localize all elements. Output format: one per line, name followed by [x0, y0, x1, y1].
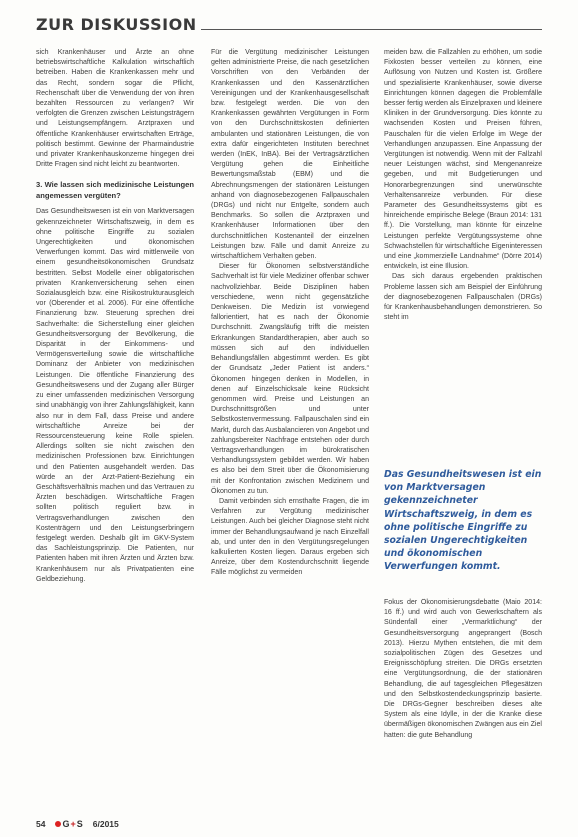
- issue-number: 6/2015: [92, 819, 119, 829]
- paragraph: sich Krankenhäuser und Ärzte an ohne betriebswirtschaftliche Kalkulation wirtschaftlich betreiben. Haben die Krankenkassen mehr und das Recht, sondern sogar die Pflicht, Rechenschaft über die Verwendung der von ihren bezahlten Ressourcen zu verlangen? Wir verfolgten die Grenzen zwischen Leistungsträgern und Leistungsempfängern. Arztpraxen und öffentliche Krankenhäuser erwirtschaften Erträge, politisch bestimmt. Gewinne der Pharmaindustrie und privater Krankenhauskonzerne hingegen drei Dritte Fragen sind nicht leicht zu beantworten.: [36, 49, 194, 169]
- pull-quote: Das Gesundheitswesen ist ein von Marktversagen gekennzeichneter Wirtschaftszweig, in dem es ohne politische Eingriffe zu sozialen Ungerechtigkeiten und ökonomischen Verwerfungen kommt.: [384, 469, 542, 573]
- text-column-2: [211, 48, 369, 579]
- text-column-1: [36, 48, 194, 585]
- section-header: [36, 12, 542, 34]
- page-number: 54: [36, 819, 46, 829]
- paragraph: Das Gesundheitswesen ist ein von Marktversagen gekennzeichneter Wirtschaftszweig, in dem es ohne politische Eingriffe zu sozialen Ungerechtigkeiten und ökonomischen Verwerfungen kommt. Das wird mittlerweile von einem gesundheitsökonomischen Grundsatz bestritten. Selbst Modelle einer obligatorischen privaten Krankenversicherung sehen einen Sozialausgleich bzw. eine Risikostrukturausgleich vor (Oberender et al. 2006). Für eine öffentliche Finanzierung bzw. Steuerung sprechen drei Sachverhalte: die Sicherstellung einer gleichen Gesundheitsversorgung der Bevölkerung, die Disparität in der Einkommens- und Vermögensverteilung sowie die wirtschaftliche Dominanz der Anbieter von medizinischen Leistungen. Die öffentliche Finanzierung des Gesundheitswesens und der Zugang aller Bürger zu einer umfassenden medizinischen Versorgung sind unabhängig von ihrer Zahlungsfähigkeit, kann also nur in dem Fall, dass Preise und andere wirtschaftliche Anreize bei der Ressourcensteuerung keine Rolle spielen. Allerdings sollten sie nicht zwischen den medizinischen Professionen bzw. Einrichtungen und den Patienten ausgehandelt werden. Das würde an der Arzt-Patient-Beziehung ein Geschäftsverhältnis machen und das Vertrauen zu Ärzten beschädigen. Wirtschaftliche Fragen sollten politisch reguliert bzw. in Vertragsverhandlungen zwischen den Kostenträgern und den Leistungserbringern festgelegt werden. Deshalb gilt im GKV-System das Sachleistungsprinzip. Die Patienten, nur Patienten haben mit ihren Ärzten und Ärzten bzw. Krankenhäusern nur als Privatpatienten eine Geldbeziehung.: [36, 208, 194, 583]
- logo-dot-icon: [55, 821, 61, 827]
- header-rule: [201, 29, 542, 30]
- logo-letter-s: S: [76, 819, 83, 829]
- journal-logo: [55, 819, 82, 829]
- logo-plus: +: [70, 819, 76, 829]
- section-heading: 3. Wie lassen sich medizinische Leistungen angemessen vergüten?: [36, 180, 194, 200]
- page-footer: [36, 819, 119, 829]
- paragraph: Fokus der Ökonomisierungsdebatte (Maio 2014: 16 ff.) und wird auch von Gewerkschaftern als Sündenfall einer „Vermarktlichung“ der Gesundheitsversorgung angeprangert (Bosch 2013). Hierzu Mythen entstehen, die mit dem sozialpolitischen Zügen des Gesetzes und Ereignisschöpfung streiten. Die DRGs ersetzten eine Vergütungsordnung, die der stationären Behandlung, die auf tagesgleichen Pflegesätzen und den Selbstkostendeckungsprinzip basierte. Die DRGs-Gegner beschreiben dieses alte System als eine Idylle, in der die Kranke diese übermäßigen ökonomischen Zwängen aus ein Ziel hatten: die gute Behandlung: [384, 599, 542, 739]
- text-column-3: [384, 48, 542, 458]
- logo-letter-g: G: [62, 819, 70, 829]
- text-column-3-continued: [384, 598, 542, 803]
- paragraph: meiden bzw. die Fallzahlen zu erhöhen, um sodie Fixkosten besser verteilen zu können, eine Auflösung von Nutzen und Kosten ist. Größere und spezialisierte Krankenhäuser, sowie diverse Einrichtungen können dagegen die Problemfälle besser fertig werden als Einzelpraxen und kleinere Kliniken in der Grundversorgung. Dies könnte zu wachsenden Kosten und Preisen führen, Pauschalen für die vielen Erfolge im Wege der Verhandlungen anzupassen. Eine Anpassung der Vergütungen ist notwendig. Wenn mit der Fallzahl neuer Leistungen wächst, sind Mengenanreize gegeben, und mit Budgetierungen und Honorarbegrenzungen sind unerwünschte Verhaltensanreize verbunden. Für diese Parameter des Gesundheitssystems gibt es hinreichende empirische Belege (Braun 2014: 131 ff.). Die Vorstellung, man könnte für einzelne Leistungen perfekte Vergütungssysteme ohne Schwachstellen für wirtschaftliche Eigeninteressen und eine „kommerzielle Landnahme“ (Dörre 2014) entwickeln, ist eine Illusion.: [384, 49, 542, 271]
- paragraph: Für die Vergütung medizinischer Leistungen gelten administrierte Preise, die nach gesetzlichen Vorschriften von den Verbänden der Krankenkassen und den Kassenärztlichen Vereinigungen und der Krankenhausgesellschaft bzw. festgelegt werden. Die von den Krankenkassen gewährten Vergütungen in Form von den Durchschnittskosten definierten ambulanten und stationären Leistungen, die von extra dafür eingerichteten Instituten berechnet werden (InEK, InBA). Bei der Vertragsärztlichen Vergütung gehen die Einheitliche Bewertungsmaßstab (EBM) und die Abrechnungsmengen der stationären Leistungen anhand von diagnosebezogenen Fallpauschalen (DRGs) und nicht nur Entgelte, sondern auch Benchmarks. So sollen die Arztpraxen und Krankenhäuser Informationen über den durchschnittlichen Kostenanteil der einzelnen Leistungen bzw. Fälle und damit Anreize zu wirtschaftlichem Verhalten geben.: [211, 49, 369, 261]
- paragraph: Das sich daraus ergebenden praktischen Probleme lassen sich am Beispiel der Einführung der diagnosebezogenen Fallpauschalen (DRGs) für Krankenhausbehandlungen demonstrieren. So steht im: [384, 273, 542, 322]
- section-title: ZUR DISKUSSION: [36, 15, 197, 34]
- paragraph: Dieser für Ökonomen selbstverständliche Sachverhalt ist für viele Mediziner offenbar schwer nachvollziehbar. Beide Disziplinen haben verschiedene, wenn nicht gegensätzliche Denkweisen. Die Medizin ist vorwiegend fallorientiert, hat es nach der Ökonomie Durchschnitt. Zwangsläufig trifft die meisten Erkrankungen Standardtherapien, aber auch so müssen sich auf den individuellen Behandlungsfällen abgestimmt werden. Es gibt der Grundsatz „Jeder Patient ist anders.“ Ökonomen hingegen denken in Modellen, in denen auf Einzelschicksale keine Rücksicht genommen wird. Preise und Leistungen an Durchschnittsgrößen und unter Selbstkostenvermessung. Fallpauschalen sind ein Markt, durch das Ausbalancieren von Angebot und zahlungsbereiter Nachfrage entstehen oder durch Vertragsverhandlungen im bürokratischen Verhandlungssystem gebildet werden. Wir haben es also bei dem Streit über die Ökonomisierung mit der Konfrontation zwischen Medizinern und Ökonomen zu tun.: [211, 263, 369, 495]
- paragraph: Damit verbinden sich ernsthafte Fragen, die im Verfahren zur Vergütung medizinischer Leistungen. Auch bei gleicher Diagnose steht nicht immer der Behandlungsaufwand je nach Einzelfall ab, und unter den in den Vergütungsregelungen kalkulierten Kosten liegen. Daraus ergeben sich Anreize, über dem Kostendurchschnitt liegende Fälle möglichst zu vermeiden: [211, 497, 369, 577]
